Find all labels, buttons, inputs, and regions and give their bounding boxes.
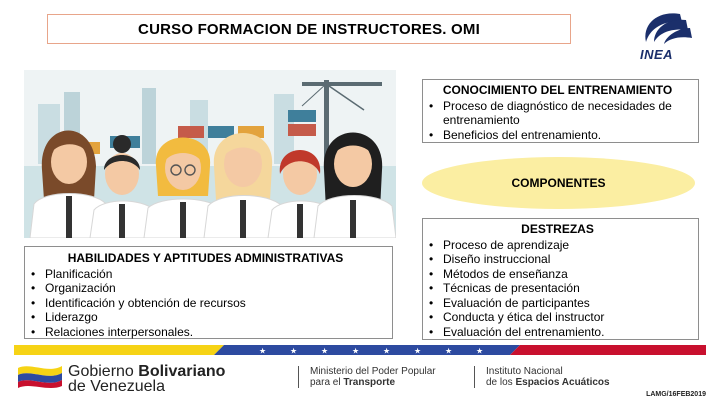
divider [298,366,299,388]
gobierno-name [68,364,225,394]
componentes-label: COMPONENTES [511,176,606,190]
habilidades-heading: HABILIDADES Y APTITUDES ADMINISTRATIVAS [67,251,344,265]
list-item: • Beneficios del entrenamiento. [423,128,692,143]
document-code: LAMG/16FEB2019 [646,391,706,398]
instituto-line1: Instituto Nacional [486,366,563,377]
ministerio-line2-prefix: para el [310,377,344,388]
list-item: • Identificación y obtención de recursos [25,296,386,311]
page-title: CURSO FORMACION DE INSTRUCTORES. OMI [47,14,571,44]
destrezas-box [422,218,699,340]
list-item: • Técnicas de presentación [423,281,692,296]
list-item: • Liderazgo [25,310,386,325]
svg-text:★: ★ [259,346,267,355]
ministerio-line1: Ministerio del Poder Popular [310,366,436,377]
inea-logo-text: INEA [640,47,674,62]
habilidades-box [24,246,393,339]
instituto-line2-bold: Espacios Acuáticos [515,377,610,388]
officers-illustration [24,70,396,238]
list-item: • Proceso de aprendizaje [423,238,692,253]
svg-text:★: ★ [414,346,422,355]
list-item: • Organización [25,281,386,296]
svg-text:★: ★ [352,346,360,355]
svg-text:★: ★ [321,346,329,355]
svg-text:★: ★ [383,346,391,355]
ministerio-text [310,366,436,388]
conocimiento-heading: CONOCIMIENTO DEL ENTRENAMIENTO [442,83,673,97]
instituto-line2-prefix: de los [486,377,516,388]
svg-text:★: ★ [476,346,484,355]
ministerio-line2-bold: Transporte [343,377,396,388]
gobierno-line2: de Venezuela [68,378,165,395]
government-footer [16,358,706,398]
gobierno-bold: Bolivariano [138,363,226,380]
list-item: • Evaluación del entrenamiento. [423,325,692,340]
list-item: • Evaluación de participantes [423,296,692,311]
flag-band [14,345,706,355]
divider [474,366,475,388]
svg-text:★: ★ [290,346,298,355]
gobierno-prefix: Gobierno [68,363,139,380]
list-item: • Relaciones interpersonales. [25,325,386,340]
list-item: • Conducta y ética del instructor [423,310,692,325]
list-item: • Métodos de enseñanza [423,267,692,282]
componentes-ellipse [422,157,695,209]
venezuela-flag-icon [16,362,64,390]
list-item: • Planificación [25,267,386,282]
svg-text:★: ★ [445,346,453,355]
list-item: • Proceso de diagnóstico de necesidades de entrenamiento [423,99,692,128]
list-item: • Diseño instruccional [423,252,692,267]
instituto-text [486,366,610,388]
conocimiento-box [422,79,699,143]
destrezas-heading: DESTREZAS [521,222,594,236]
